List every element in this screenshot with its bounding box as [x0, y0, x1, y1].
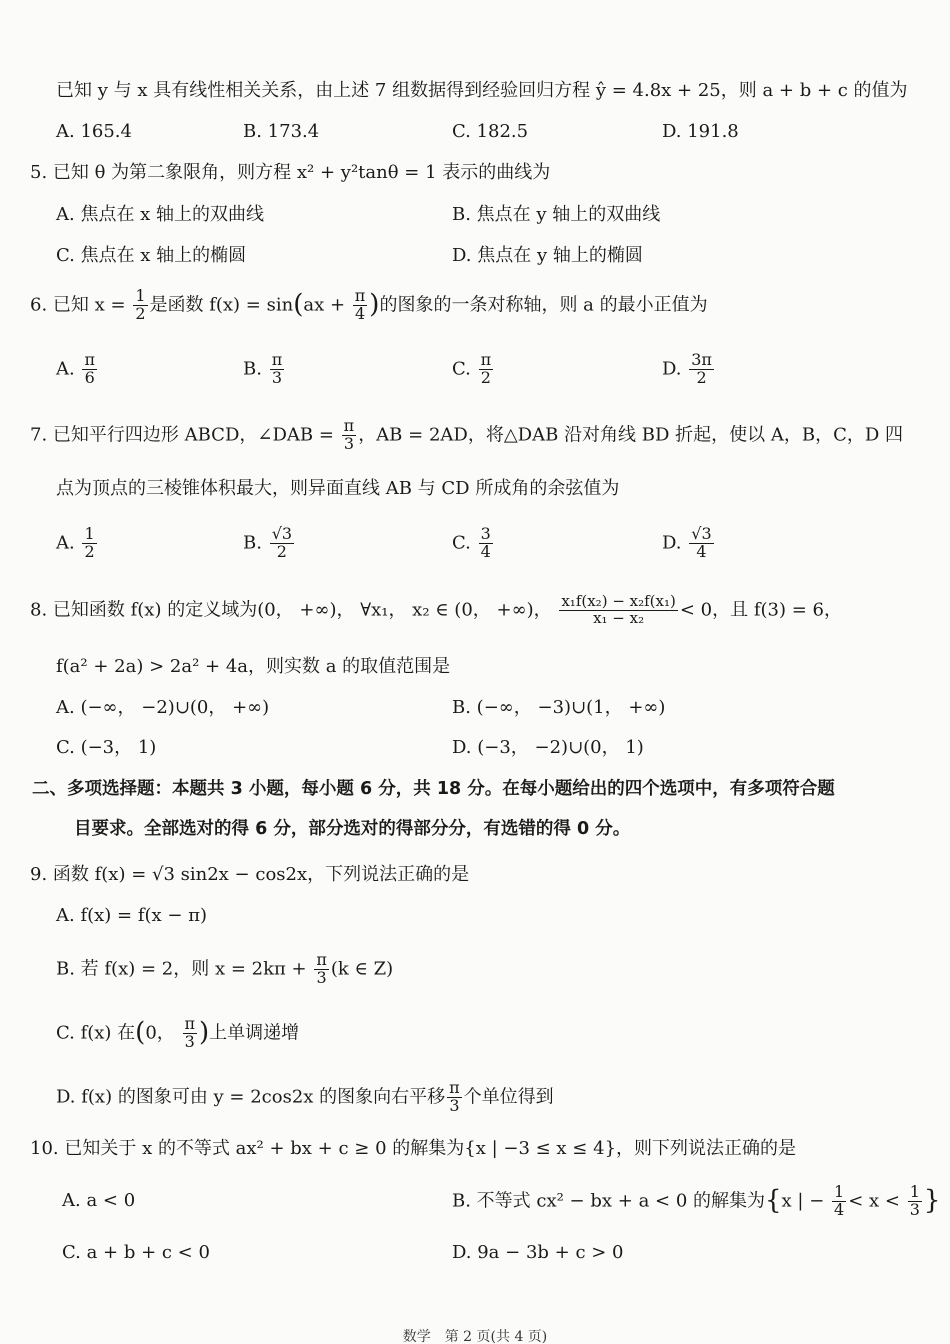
q10-option-c: C. a + b + c < 0 [62, 1242, 210, 1263]
q6-option-c-den: 2 [480, 367, 491, 387]
q9-option-d-post: 个单位得到 [463, 1086, 554, 1108]
q6-option-a-den: 6 [84, 367, 95, 387]
q10-option-b-num2: 1 [909, 1182, 920, 1201]
q6-inner-fraction [353, 288, 368, 323]
q7-fraction [342, 418, 357, 453]
q7-frac-numerator: π [343, 416, 355, 435]
q10-option-d: D. 9a − 3b + c > 0 [452, 1242, 624, 1263]
page-footer: 数学 第 2 页(共 4 页) [402, 1329, 548, 1344]
q7-option-c-num: 3 [480, 524, 491, 543]
q6-option-a [56, 352, 99, 387]
q7-option-c [452, 526, 495, 561]
q6-inner-denominator: 4 [354, 303, 366, 323]
q6-stem: 6. 已知 x = $\frac{1}{2}$ 是函数 f(x) = sin(ax + $\frac{\pi}{4}$ )的图象的一条对称轴，则 a 的最小正值为 [30, 286, 708, 323]
q10-option-b-num1: 1 [834, 1182, 845, 1201]
q6-option-d-fraction [689, 352, 714, 387]
q9-option-d-pre: D. f(x) 的图象可由 y = 2cos2x 的图象向右平移 [56, 1086, 446, 1108]
q7-option-d-num: √3 [691, 524, 712, 543]
q6-fraction [133, 288, 147, 323]
q7-option-b [243, 526, 296, 561]
q4-option-c: C. 182.5 [452, 121, 529, 142]
q9-option-c-den: 3 [184, 1031, 195, 1051]
q6-pre: 6. 已知 x = [30, 294, 126, 316]
q6-option-b-fraction [270, 352, 285, 387]
q7-option-c-fraction [479, 526, 493, 561]
q7-option-b-den: 2 [276, 541, 287, 561]
q8-line2: f(a² + 2a) > 2a² + 4a，则实数 a 的取值范围是 [56, 656, 451, 677]
q7-option-d-label: D. [662, 532, 682, 554]
q6-option-b [243, 352, 286, 387]
q6-post: 的图象的一条对称轴，则 a 的最小正值为 [379, 294, 708, 316]
q7-option-a-label: A. [56, 532, 75, 554]
q9-option-d-num: π [449, 1078, 460, 1097]
q7-option-c-label: C. [452, 532, 471, 554]
q6-option-a-num: π [84, 350, 95, 369]
q7-option-a-fraction [82, 526, 96, 561]
q10-option-b-fraction1 [832, 1184, 846, 1219]
q5-option-b: B. 焦点在 y 轴上的双曲线 [452, 204, 661, 225]
q4-option-b: B. 173.4 [243, 121, 320, 142]
q10-option-b-den1: 4 [834, 1199, 845, 1219]
q9-option-d-den: 3 [449, 1095, 460, 1115]
q6-mid: 是函数 f(x) = sin [149, 294, 294, 316]
q5-stem: 5. 已知 θ 为第二象限角，则方程 x² + y²tanθ = 1 表示的曲线为 [30, 162, 551, 183]
q10-option-b-in: x | − [781, 1190, 825, 1212]
q9-option-b-den: 3 [316, 967, 327, 987]
q6-option-b-num: π [271, 350, 283, 369]
q7-post: ，AB = 2AD，将△DAB 沿对角线 BD 折起，使以 A，B，C，D 四 [358, 424, 904, 446]
q9-option-b-num: π [316, 950, 327, 969]
q7-pre: 7. 已知平行四边形 ABCD，∠DAB = [30, 424, 334, 446]
q7-option-a-num: 1 [84, 524, 95, 543]
q10-option-b-den2: 3 [909, 1199, 920, 1219]
q6-option-b-den: 3 [271, 367, 283, 387]
q8-frac-numerator: x₁f(x₂) − x₂f(x₁) [561, 592, 676, 610]
q10-option-b-pre: B. 不等式 cx² − bx + a < 0 的解集为 [452, 1190, 765, 1212]
q7-stem [30, 418, 903, 453]
q5-option-d: D. 焦点在 y 轴上的椭圆 [452, 245, 643, 266]
q6-option-c-label: C. [452, 358, 471, 380]
q6-option-d-label: D. [662, 358, 682, 380]
q8-stem [30, 594, 842, 627]
q9-stem: 9. 函数 f(x) = √3 sin2x − cos2x，下列说法正确的是 [30, 864, 470, 885]
q7-option-a-den: 2 [84, 541, 95, 561]
q8-option-a: A. (−∞， −2)∪(0， +∞) [56, 697, 270, 718]
q10-option-a: A. a < 0 [62, 1190, 136, 1211]
q8-frac-denominator: x₁ − x₂ [593, 608, 645, 627]
q9-option-a: A. f(x) = f(x − π) [56, 905, 208, 926]
q8-pre: 8. 已知函数 f(x) 的定义域为(0， +∞)， ∀x₁， x₂ ∈ (0， +∞)， [30, 599, 552, 621]
q7-option-b-num: √3 [271, 524, 293, 543]
q7-option-d-fraction [689, 526, 713, 561]
q7-frac-denominator: 3 [343, 433, 355, 453]
q6-frac-numerator: 1 [135, 286, 146, 305]
q8-option-b: B. (−∞， −3)∪(1， +∞) [452, 697, 666, 718]
q6-option-a-label: A. [56, 358, 75, 380]
q6-frac-denominator: 2 [135, 303, 146, 323]
q5-option-c: C. 焦点在 x 轴上的椭圆 [56, 245, 247, 266]
q9-option-d-fraction [447, 1080, 462, 1115]
q7-option-c-den: 4 [480, 541, 491, 561]
q7-option-d-den: 4 [696, 541, 707, 561]
q9-option-c-fraction [183, 1016, 198, 1051]
q4-option-d: D. 191.8 [662, 121, 739, 142]
q7-option-d [662, 526, 716, 561]
q9-option-c-post: 上单调递增 [209, 1022, 300, 1044]
q6-inner-numerator: π [354, 286, 366, 305]
q5-option-a: A. 焦点在 x 轴上的双曲线 [56, 204, 265, 225]
q8-post: < 0，且 f(3) = 6， [679, 599, 842, 621]
q9-option-c-num: π [184, 1014, 196, 1033]
q8-fraction [559, 594, 678, 627]
q6-option-c-fraction [479, 352, 494, 387]
q9-option-b [56, 952, 393, 987]
section2-heading: 二、多项选择题：本题共 3 小题，每小题 6 分，共 18 分。在每小题给出的四个选项中，有多项符合题 [32, 779, 835, 799]
q6-option-d-den: 2 [696, 367, 707, 387]
q6-option-d [662, 352, 716, 387]
q7-option-b-label: B. [243, 532, 262, 554]
q6-option-c [452, 352, 495, 387]
q4-option-a: A. 165.4 [56, 121, 132, 142]
q9-option-b-post: (k ∈ Z) [330, 958, 394, 980]
q10-option-b: B. 不等式 cx² − bx + a < 0 的解集为{x | − $\frac{1}{4}$ < x < $\frac{1}{3}$ } [452, 1182, 941, 1219]
q10-stem: 10. 已知关于 x 的不等式 ax² + bx + c ≥ 0 的解集为{x | −3 ≤ x ≤ 4}，则下列说法正确的是 [30, 1138, 797, 1159]
q9-option-c-pre: C. f(x) 在 [56, 1022, 136, 1044]
q9-option-d [56, 1080, 554, 1115]
q9-option-c-in: 0， [145, 1022, 175, 1044]
q4-stem: 已知 y 与 x 具有线性相关关系，由上述 7 组数据得到经验回归方程 ŷ = 4.8x + 25，则 a + b + c 的值为 [56, 80, 908, 101]
q6-option-b-label: B. [243, 358, 262, 380]
q6-inner: ax + [303, 294, 346, 316]
q6-option-c-num: π [480, 350, 492, 369]
q8-option-d: D. (−3， −2)∪(0， 1) [452, 737, 644, 758]
q9-option-b-pre: B. 若 f(x) = 2，则 x = 2kπ + [56, 958, 307, 980]
q9-option-c: C. f(x) 在(0， $\frac{\pi}{3}$ )上单调递增 [56, 1014, 300, 1051]
q10-option-b-fraction2 [908, 1184, 922, 1219]
q8-option-c: C. (−3， 1) [56, 737, 157, 758]
q7-option-b-fraction [270, 526, 294, 561]
q7-line2: 点为顶点的三棱锥体积最大，则异面直线 AB 与 CD 所成角的余弦值为 [56, 478, 620, 499]
section2-heading-line2: 目要求。全部选对的得 6 分，部分选对的得部分分，有选错的得 0 分。 [74, 819, 631, 839]
q6-option-a-fraction [82, 352, 97, 387]
q7-option-a [56, 526, 99, 561]
q6-option-d-num: 3π [691, 350, 712, 369]
q10-option-b-mid: < x < [848, 1190, 900, 1212]
q9-option-b-fraction [314, 952, 329, 987]
